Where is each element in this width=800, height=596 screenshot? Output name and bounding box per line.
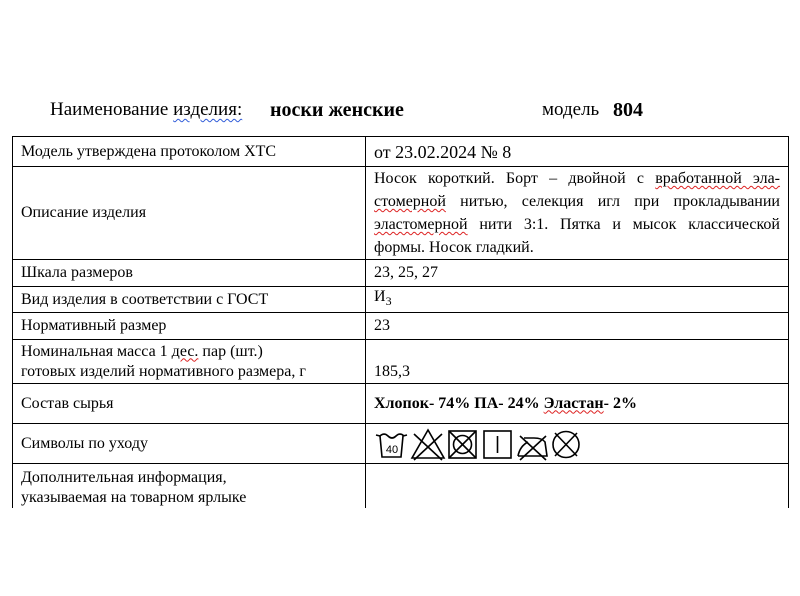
table-row-additional [13, 464, 789, 509]
specification-table [12, 136, 789, 508]
dry-flat-icon [484, 431, 511, 458]
care-symbols-strip [374, 426, 599, 462]
document-header [50, 99, 750, 127]
wash-temperature: 40 [385, 443, 399, 456]
table-row-description [13, 167, 789, 260]
table-row-care [13, 424, 789, 464]
no-bleach-icon [412, 430, 444, 460]
additional-value [366, 464, 789, 509]
table-row-type [13, 287, 789, 313]
table-row-composition [13, 384, 789, 424]
no-tumble-dry-icon [449, 431, 476, 458]
approval-value: от 23.02.2024 № 8 [366, 137, 789, 167]
model-number: 804 [613, 99, 643, 121]
table-row-mass [13, 340, 789, 384]
normative-size-value: 23 [366, 313, 789, 340]
type-label: Вид изделия в соответствии с ГОСТ [13, 287, 366, 313]
sizes-value: 23, 25, 27 [366, 260, 789, 287]
composition-label: Состав сырья [13, 384, 366, 424]
description-value: Носок короткий. Борт – двойной с вработанной эла-стомерной нитью, селекция игл при прокладывании эластомерной нити 3:1. Пятка и мысок классической формы. Носок гладкий. [366, 167, 789, 260]
description-label: Описание изделия [13, 167, 366, 260]
additional-label: Дополнительная информация, указываемая на товарном ярлыке [13, 464, 366, 509]
table-row-normative-size [13, 313, 789, 340]
mass-label: Номинальная масса 1 дес. пар (шт.) готовых изделий нормативного размера, г [13, 340, 366, 384]
normative-size-label: Нормативный размер [13, 313, 366, 340]
care-symbols [366, 424, 789, 464]
no-dry-clean-icon [553, 431, 579, 457]
approval-label: Модель утверждена протоколом ХТС [13, 137, 366, 167]
composition-value: Хлопок- 74% ПА- 24% Эластан- 2% [366, 384, 789, 424]
mass-value: 185,3 [366, 340, 789, 384]
product-name-label: Наименование изделия: [50, 99, 243, 120]
table-row-approval [13, 137, 789, 167]
product-name: носки женские [270, 99, 404, 121]
wash-40-icon [376, 434, 407, 457]
no-iron-icon [518, 436, 547, 460]
model-label: модель [542, 99, 600, 120]
care-label: Символы по уходу [13, 424, 366, 464]
table-row-sizes [13, 260, 789, 287]
type-value: $И_3$ [366, 287, 789, 313]
sizes-label: Шкала размеров [13, 260, 366, 287]
